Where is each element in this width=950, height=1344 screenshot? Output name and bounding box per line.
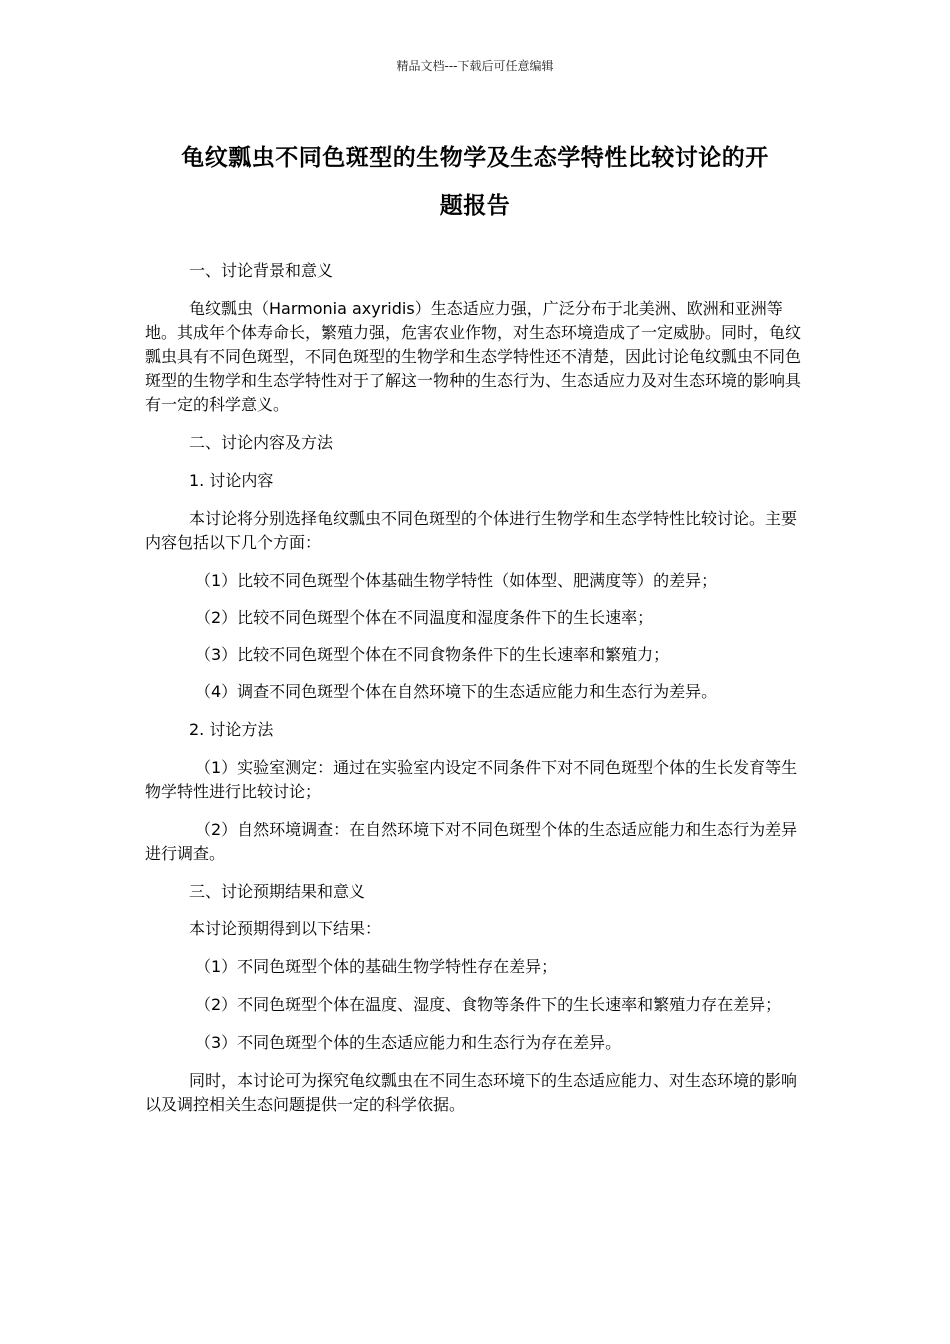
content-item: （3）比较不同色斑型个体在不同食物条件下的生长速率和繁殖力； xyxy=(195,645,670,664)
conclusion-paragraph: 同时，本讨论可为探究龟纹瓢虫在不同生态环境下的生态适应能力、对生态环境的影响以及调控相关生态问题提供一定的科学依据。 xyxy=(145,1071,798,1114)
section-heading-content-methods: 二、讨论内容及方法 xyxy=(189,433,334,452)
section-heading-background: 一、讨论背景和意义 xyxy=(189,261,334,280)
content-item: （4）调查不同色斑型个体在自然环境下的生态适应能力和生态行为差异。 xyxy=(195,682,718,701)
results-intro: 本讨论预期得到以下结果： xyxy=(189,919,382,938)
title-line-2: 题报告 xyxy=(439,193,511,219)
content-item: （1）比较不同色斑型个体基础生物学特性（如体型、肥满度等）的差异； xyxy=(195,571,718,590)
document-title xyxy=(145,134,805,230)
results-item: （1）不同色斑型个体的基础生物学特性存在差异； xyxy=(195,957,558,976)
title-line-1: 龟纹瓢虫不同色斑型的生物学及生态学特性比较讨论的开 xyxy=(181,145,769,171)
subheading-content: 1. 讨论内容 xyxy=(189,471,274,490)
content-item: （2）比较不同色斑型个体在不同温度和湿度条件下的生长速率； xyxy=(195,608,654,627)
results-item: （3）不同色斑型个体的生态适应能力和生态行为存在差异。 xyxy=(195,1033,622,1052)
page-header: 精品文档---下载后可任意编辑 xyxy=(396,59,554,73)
document-body xyxy=(145,259,807,1117)
methods-item: （2）自然环境调查：在自然环境下对不同色斑型个体的生态适应能力和生态行为差异进行调查。 xyxy=(145,820,798,863)
methods-item: （1）实验室测定：通过在实验室内设定不同条件下对不同色斑型个体的生长发育等生物学特性进行比较讨论； xyxy=(145,758,798,801)
background-paragraph: 龟纹瓢虫（Harmonia axyridis）生态适应力强，广泛分布于北美洲、欧洲和亚洲等地。其成年个体寿命长，繁殖力强，危害农业作物，对生态环境造成了一定威胁。同时，龟纹瓢虫具有不同色斑型，不同色斑型的生物学和生态学特性还不清楚，因此讨论龟纹瓢虫不同色斑型的生物学和生态学特性对于了解这一物种的生态行为、生态适应力及对生态环境的影响具有一定的科学意义。 xyxy=(145,299,802,414)
subheading-methods: 2. 讨论方法 xyxy=(189,720,274,739)
section-heading-results: 三、讨论预期结果和意义 xyxy=(189,882,366,901)
results-item: （2）不同色斑型个体在温度、湿度、食物等条件下的生长速率和繁殖力存在差异； xyxy=(195,995,782,1014)
content-intro-paragraph: 本讨论将分别选择龟纹瓢虫不同色斑型的个体进行生物学和生态学特性比较讨论。主要内容包括以下几个方面： xyxy=(145,509,798,552)
